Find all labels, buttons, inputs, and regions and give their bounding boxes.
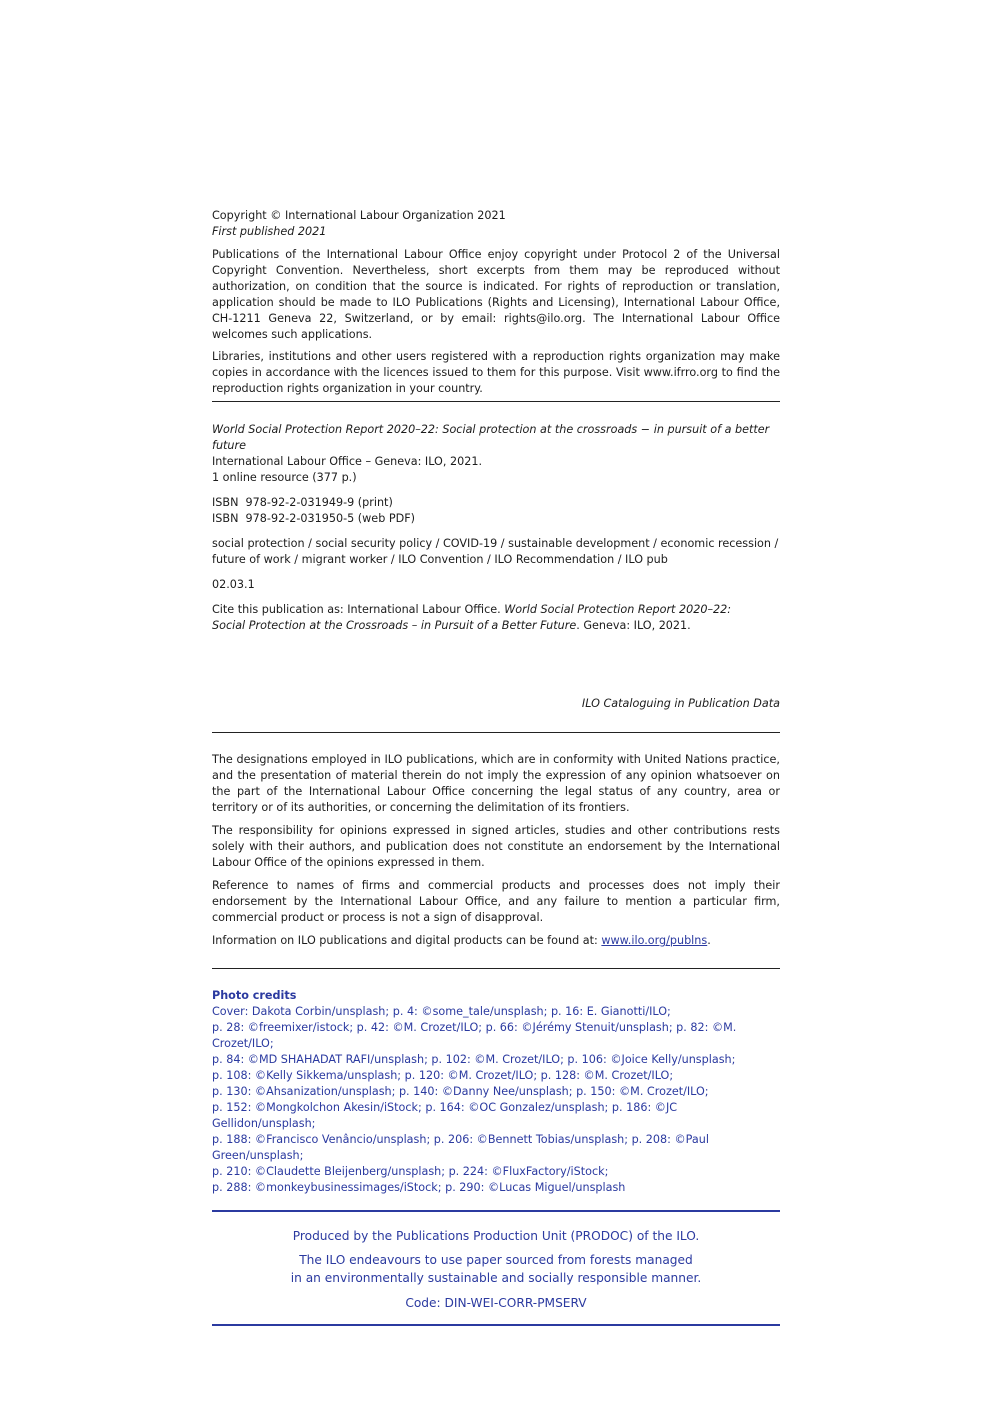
production-line-1: Produced by the Publications Production Unit (PRODOC) of the ILO. bbox=[292, 1229, 700, 1243]
cite-line-2 bbox=[212, 618, 780, 634]
disclaimer-block bbox=[212, 752, 780, 949]
production-block bbox=[212, 1227, 780, 1312]
catalog-resource: 1 online resource (377 p.) bbox=[212, 471, 357, 484]
photo-credit-line: p. 84: ©MD SHAHADAT RAFI/unsplash; p. 102: ©M. Crozet/ILO; p. 106: ©Joice Kelly/unsplash; bbox=[212, 1053, 736, 1066]
copyright-paragraph-2: Libraries, institutions and other users registered with a reproduction rights organization may make copies in accordance with the licences issued to them for this purpose. Visit www.ifrro.org to find the reproduction rights organization in your country. bbox=[212, 350, 780, 395]
copyright-line: Copyright © International Labour Organization 2021 bbox=[212, 209, 506, 222]
cataloguing-label: ILO Cataloguing in Publication Data bbox=[581, 697, 780, 710]
copyright-paragraph-1: Publications of the International Labour Office enjoy copyright under Protocol 2 of the Universal Copyright Convention. Nevertheless, short excerpts from them may be reproduced without authorization, on condition that the source is indicated. For rights of reproduction or translation, application should be made to ILO Publications (Rights and Licensing), International Labour Office, CH-1211 Geneva 22, Switzerland, or by email: rights@ilo.org. The International Labour Office welcomes such applications. bbox=[212, 248, 780, 341]
photo-credit-line: p. 210: ©Claudette Bleijenberg/unsplash; p. 224: ©FluxFactory/iStock; bbox=[212, 1165, 609, 1178]
first-published: First published 2021 bbox=[212, 225, 327, 238]
photo-credits-heading: Photo credits bbox=[212, 989, 297, 1002]
photo-credit-line: p. 188: ©Francisco Venâncio/unsplash; p. 206: ©Bennett Tobias/unsplash; p. 208: ©Paul Green/unsplash; bbox=[212, 1133, 709, 1162]
divider bbox=[212, 968, 780, 969]
photo-credit-line: p. 108: ©Kelly Sikkema/unsplash; p. 120: ©M. Crozet/ILO; p. 128: ©M. Crozet/ILO; bbox=[212, 1069, 674, 1082]
photo-credit-line: p. 152: ©Mongkolchon Akesin/iStock; p. 164: ©OC Gonzalez/unsplash; p. 186: ©JC Gellidon/unsplash; bbox=[212, 1101, 678, 1130]
catalog-block bbox=[212, 422, 780, 634]
disclaimer-paragraph-2: The responsibility for opinions expressed in signed articles, studies and other contributions rests solely with their authors, and publication does not constitute an endorsement by the International Labour Office of the opinions expressed in them. bbox=[212, 824, 780, 869]
copyright-block bbox=[212, 208, 780, 397]
catalog-code: 02.03.1 bbox=[212, 578, 255, 591]
info-line bbox=[212, 933, 780, 949]
info-suffix: . bbox=[707, 934, 711, 947]
photo-credits bbox=[212, 988, 780, 1196]
photo-credit-line: p. 28: ©freemixer/istock; p. 42: ©M. Crozet/ILO; p. 66: ©Jérémy Stenuit/unsplash; p. 82: ©M. Crozet/ILO; bbox=[212, 1021, 737, 1050]
production-top-rule bbox=[212, 1210, 780, 1212]
photo-credit-line: Cover: Dakota Corbin/unsplash; p. 4: ©some_tale/unsplash; p. 16: E. Gianotti/ILO; bbox=[212, 1005, 671, 1018]
production-line-2b: in an environmentally sustainable and socially responsible manner. bbox=[290, 1271, 702, 1285]
cite-prefix: Cite this publication as: International Labour Office. bbox=[212, 603, 505, 616]
production-bottom-rule bbox=[212, 1324, 780, 1326]
keywords-line-2: future of work / migrant worker / ILO Convention / ILO Recommendation / ILO pub bbox=[212, 553, 668, 566]
cite-title-2: Social Protection at the Crossroads – in Pursuit of a Better Future bbox=[212, 619, 577, 632]
cite-title-1: World Social Protection Report 2020–22: bbox=[504, 603, 732, 616]
publications-link[interactable]: www.ilo.org/publns bbox=[601, 934, 708, 947]
production-code: Code: DIN-WEI-CORR-PMSERV bbox=[405, 1296, 587, 1310]
photo-credit-line: p. 130: ©Ahsanization/unsplash; p. 140: ©Danny Nee/unsplash; p. 150: ©M. Crozet/ILO; bbox=[212, 1085, 709, 1098]
photo-credit-line: p. 288: ©monkeybusinessimages/iStock; p. 290: ©Lucas Miguel/unsplash bbox=[212, 1181, 626, 1194]
divider bbox=[212, 732, 780, 733]
keywords-line-1: social protection / social security policy / COVID-19 / sustainable development / economic recession / bbox=[212, 537, 779, 550]
cite-suffix: . Geneva: ILO, 2021. bbox=[576, 619, 691, 632]
catalog-title: World Social Protection Report 2020–22: Social protection at the crossroads − in pursuit of a better future bbox=[212, 423, 770, 452]
catalog-publisher: International Labour Office – Geneva: ILO, 2021. bbox=[212, 455, 483, 468]
divider bbox=[212, 401, 780, 402]
production-line-2a: The ILO endeavours to use paper sourced from forests managed bbox=[299, 1253, 693, 1267]
isbn-print: ISBN 978-92-2-031949-9 (print) bbox=[212, 496, 393, 509]
disclaimer-paragraph-3: Reference to names of firms and commercial products and processes does not imply their endorsement by the International Labour Office, and any failure to mention a particular firm, commercial product or process is not a sign of disapproval. bbox=[212, 879, 780, 924]
cite-line-1 bbox=[212, 602, 780, 618]
isbn-web: ISBN 978-92-2-031950-5 (web PDF) bbox=[212, 512, 416, 525]
info-prefix: Information on ILO publications and digital products can be found at: bbox=[212, 934, 602, 947]
disclaimer-paragraph-1: The designations employed in ILO publications, which are in conformity with United Nations practice, and the presentation of material therein do not imply the expression of any opinion whatsoever on the part of the International Labour Office concerning the legal status of any country, area or territory or of its authorities, or concerning the delimitation of its frontiers. bbox=[212, 753, 780, 814]
